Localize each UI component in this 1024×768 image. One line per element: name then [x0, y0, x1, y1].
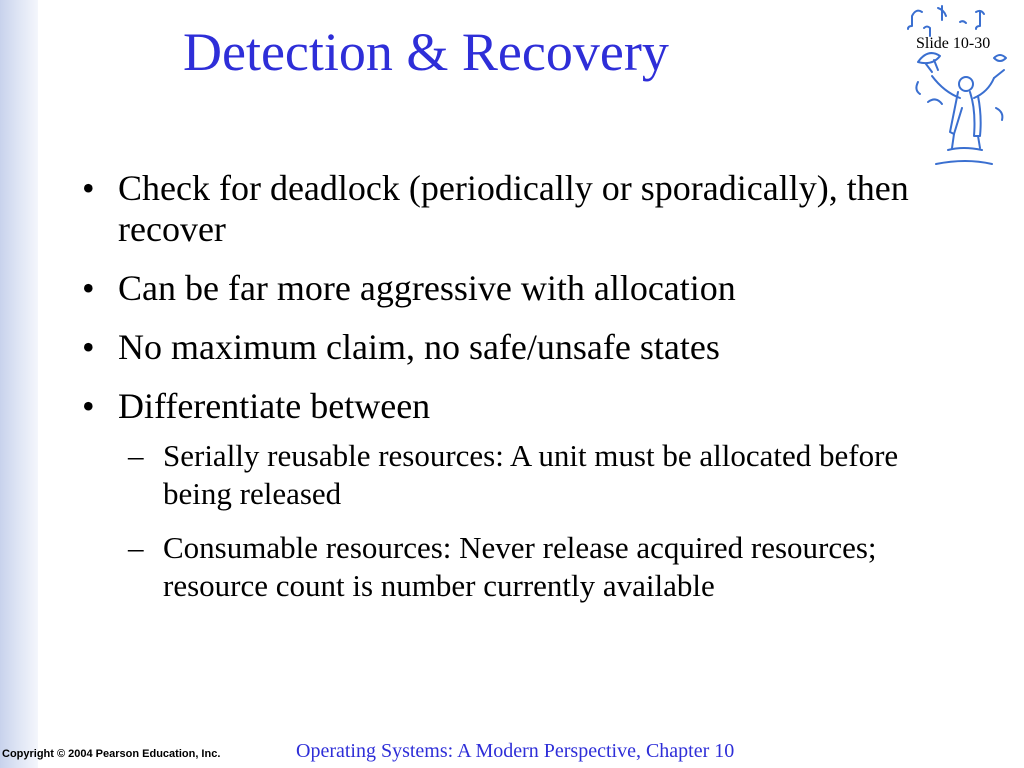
- bullet-item: [74, 386, 954, 605]
- bullet-list: [74, 168, 954, 623]
- sub-bullet-text: Serially reusable resources: A unit must be allocated before being released: [163, 438, 899, 511]
- bullet-item: [74, 268, 954, 309]
- sub-bullet-list: [118, 437, 954, 605]
- bullet-text: Can be far more aggressive with allocation: [118, 268, 736, 308]
- bullet-mark: •: [82, 168, 95, 208]
- bullet-mark: •: [82, 268, 95, 308]
- bullet-mark: •: [82, 327, 95, 367]
- left-decorative-band: [0, 0, 38, 768]
- copyright-notice: Copyright © 2004 Pearson Education, Inc.: [2, 748, 221, 760]
- bullet-text: Check for deadlock (periodically or sporadically), then recover: [118, 168, 909, 249]
- slide-title: Detection & Recovery: [183, 22, 669, 82]
- slide-number: Slide 10-30: [916, 35, 991, 52]
- sub-bullet-mark: –: [128, 438, 144, 473]
- bullet-text: No maximum claim, no safe/unsafe states: [118, 327, 720, 367]
- sub-bullet-item: [118, 529, 954, 605]
- bullet-item: [74, 168, 954, 250]
- bullet-mark: •: [82, 386, 95, 426]
- musician-figure-logo-icon: [898, 2, 1020, 170]
- sub-bullet-mark: –: [128, 530, 144, 565]
- bullet-text: Differentiate between: [118, 386, 431, 426]
- bullet-item: [74, 327, 954, 368]
- sub-bullet-text: Consumable resources: Never release acquired resources; resource count is number currently available: [163, 530, 877, 603]
- sub-bullet-item: [118, 437, 954, 513]
- footer-book-title: Operating Systems: A Modern Perspective, Chapter 10: [296, 740, 735, 762]
